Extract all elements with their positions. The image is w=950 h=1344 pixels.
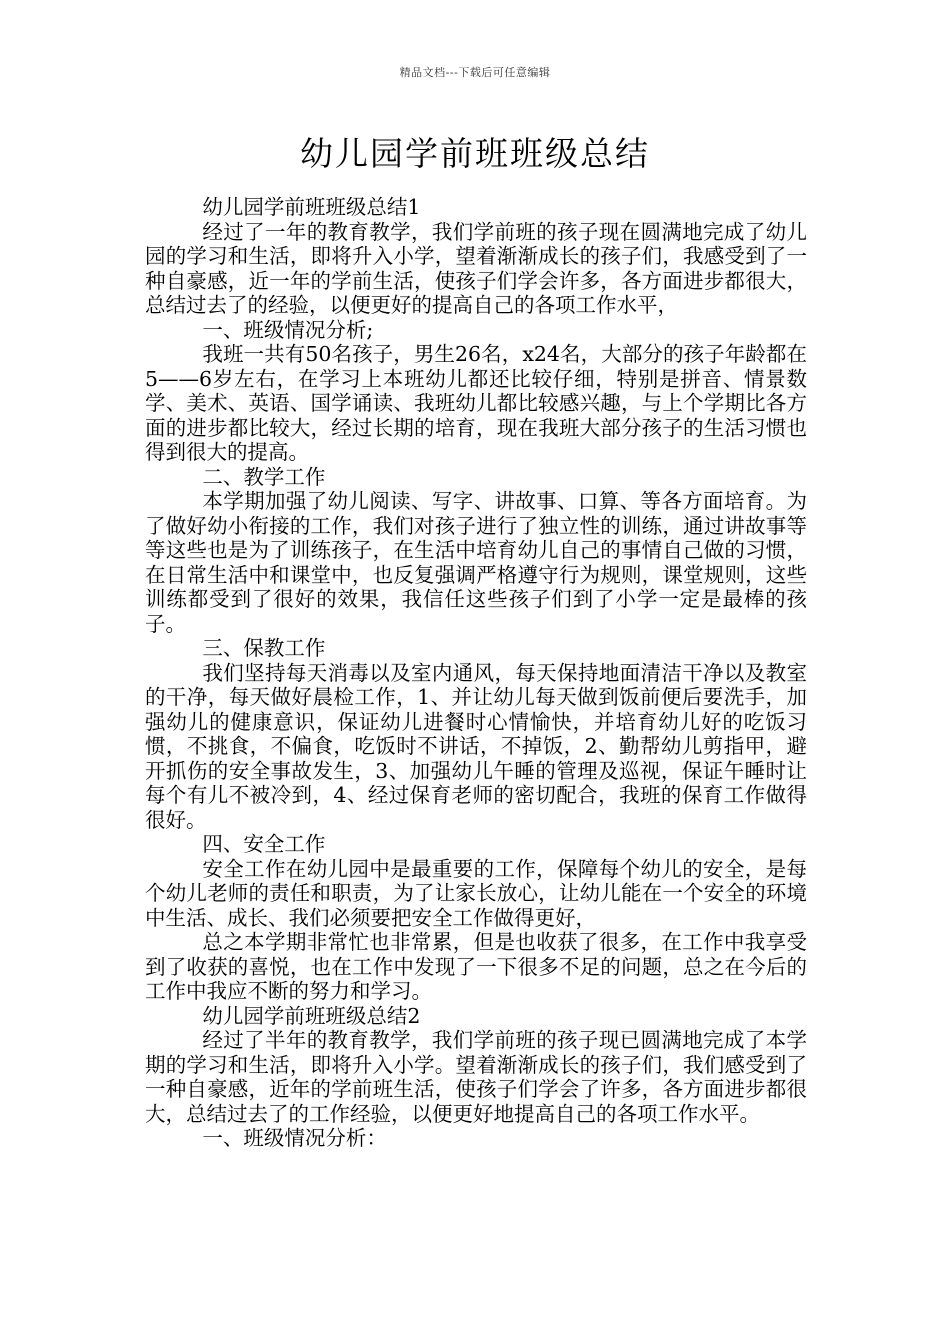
document-title: 幼儿园学前班班级总结 bbox=[300, 134, 650, 173]
section-heading-care: 三、保教工作 bbox=[202, 636, 326, 660]
paragraph-conclusion: 总之本学期非常忙也非常累，但是也收获了很多，在工作中我享受到了收获的喜悦，也在工作中发现了一下很多不足的问题，总之在今后的工作中我应不断的努力和学习。 bbox=[145, 930, 807, 1003]
header-note: 精品文档---下载后可任意编辑 bbox=[399, 66, 551, 79]
document-body bbox=[145, 195, 807, 1151]
paragraph-care: 我们坚持每天消毒以及室内通风，每天保持地面清洁干净以及教室的干净，每天做好晨检工作，1、并让幼儿每天做到饭前便后要洗手，加强幼儿的健康意识，保证幼儿进餐时心情愉快，并培育幼儿好的吃饭习惯，不挑食，不偏食，吃饭时不讲话，不掉饭，2、勤帮幼儿剪指甲，避开抓伤的安全事故发生，3、加强幼儿午睡的管理及巡视，保证午睡时让每个有儿不被冷到，4、经过保育老师的密切配合，我班的保育工作做得很好。 bbox=[145, 660, 807, 832]
section-heading-safety: 四、安全工作 bbox=[202, 832, 326, 856]
paragraph-summary-2-intro: 经过了半年的教育教学，我们学前班的孩子现已圆满地完成了本学期的学习和生活，即将升入小学。望着渐渐成长的孩子们，我们感受到了一种自豪感，近年的学前班生活，使孩子们学会了许多，各方面进步都很大，总结过去了的工作经验，以便更好地提高自己的各项工作水平。 bbox=[145, 1028, 807, 1126]
section-heading-summary-1: 幼儿园学前班班级总结1 bbox=[202, 195, 421, 219]
section-heading-summary-2: 幼儿园学前班班级总结2 bbox=[202, 1003, 421, 1028]
paragraph-safety: 安全工作在幼儿园中是最重要的工作，保障每个幼儿的安全，是每个幼儿老师的责任和职责，为了让家长放心，让幼儿能在一个安全的环境中生活、成长、我们必须要把安全工作做得更好， bbox=[145, 856, 807, 930]
section-heading-class-analysis-2: 一、班级情况分析： bbox=[202, 1126, 387, 1150]
paragraph-teaching: 本学期加强了幼儿阅读、写字、讲故事、口算、等各方面培育。为了做好幼小衔接的工作，我们对孩子进行了独立性的训练，通过讲故事等等这些也是为了训练孩子，在生活中培育幼儿自己的事情自己做的习惯，在日常生活中和课堂中，也反复强调严格遵守行为规则，课堂规则，这些训练都受到了很好的效果，我信任这些孩子们到了小学一定是最棒的孩子。 bbox=[145, 489, 807, 636]
section-heading-teaching: 二、教学工作 bbox=[202, 464, 326, 489]
paragraph-intro: 经过了一年的教育教学，我们学前班的孩子现在圆满地完成了幼儿园的学习和生活，即将升入小学，望着渐渐成长的孩子们，我感受到了一种自豪感，近一年的学前生活，使孩子们学会许多，各方面进步都很大，总结过去了的经验，以便更好的提高自己的各项工作水平， bbox=[145, 219, 807, 317]
section-heading-class-analysis: 一、班级情况分析; bbox=[202, 317, 374, 342]
paragraph-class-analysis: 我班一共有50名孩子，男生26名，x24名，大部分的孩子年龄都在5——6岁左右，在学习上本班幼儿都还比较仔细，特别是拼音、情景数学、美术、英语、国学诵读、我班幼儿都比较感兴趣，与上个学期比各方面的进步都比较大，经过长期的培育，现在我班大部分孩子的生活习惯也得到很大的提高。 bbox=[145, 342, 807, 464]
